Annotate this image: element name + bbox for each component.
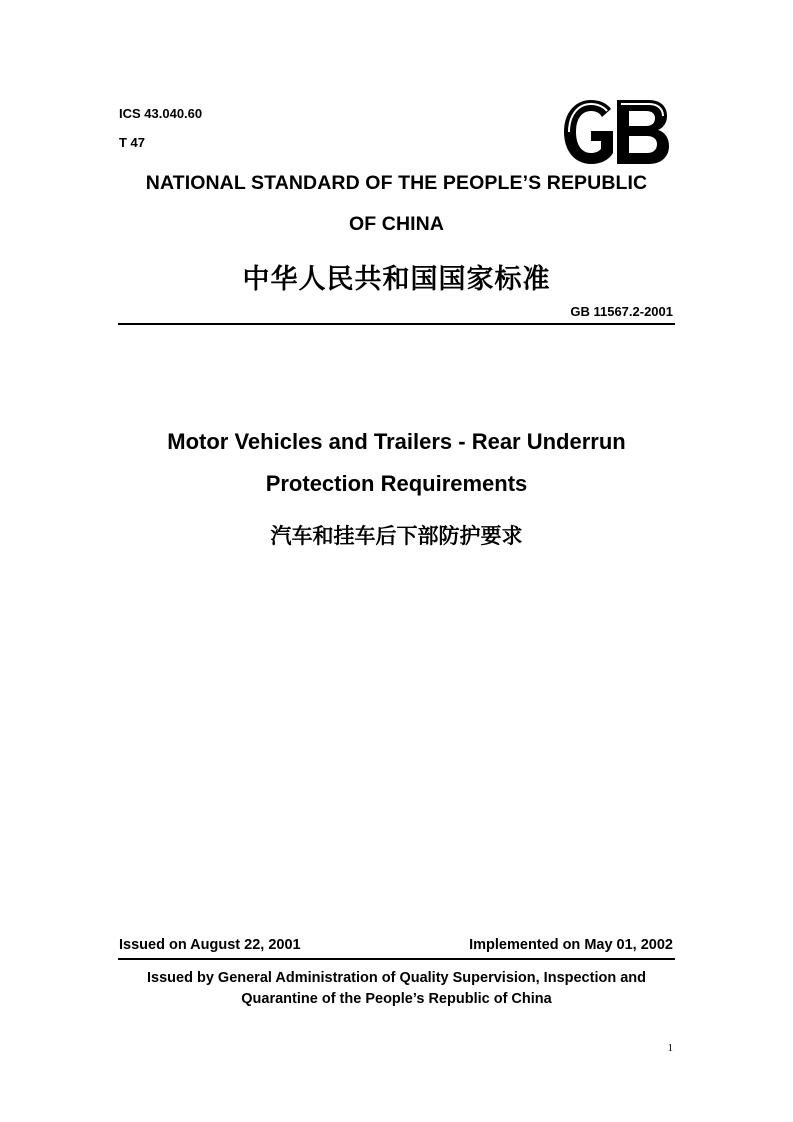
standard-number: GB 11567.2-2001: [570, 304, 673, 319]
issued-date: Issued on August 22, 2001: [119, 937, 301, 953]
header-rule: [118, 323, 675, 325]
gb-logo-b: [617, 100, 669, 164]
document-title-en-line1: Motor Vehicles and Trailers - Rear Underrun: [167, 429, 626, 454]
gb-logo: [561, 97, 671, 167]
category-code: T 47: [119, 135, 146, 150]
page-number: 1: [667, 1042, 673, 1054]
org-title-en-line2: OF CHINA: [348, 213, 445, 235]
org-title-en-line1: NATIONAL STANDARD OF THE PEOPLE’S REPUBLIC: [145, 172, 648, 194]
org-title-cn: 中华人民共和国国家标准: [242, 264, 551, 295]
issuer-line1: Issued by General Administration of Quality Supervision, Inspection and: [147, 970, 646, 986]
gb-logo-g: [564, 100, 613, 164]
implemented-date: Implemented on May 01, 2002: [469, 937, 673, 953]
issuer-line2: Quarantine of the People’s Republic of China: [241, 991, 552, 1007]
footer-rule: [118, 958, 675, 960]
document-title-en-line2: Protection Requirements: [265, 471, 528, 496]
document-title-cn: 汽车和挂车后下部防护要求: [270, 524, 523, 548]
ics-code: ICS 43.040.60: [119, 106, 203, 121]
